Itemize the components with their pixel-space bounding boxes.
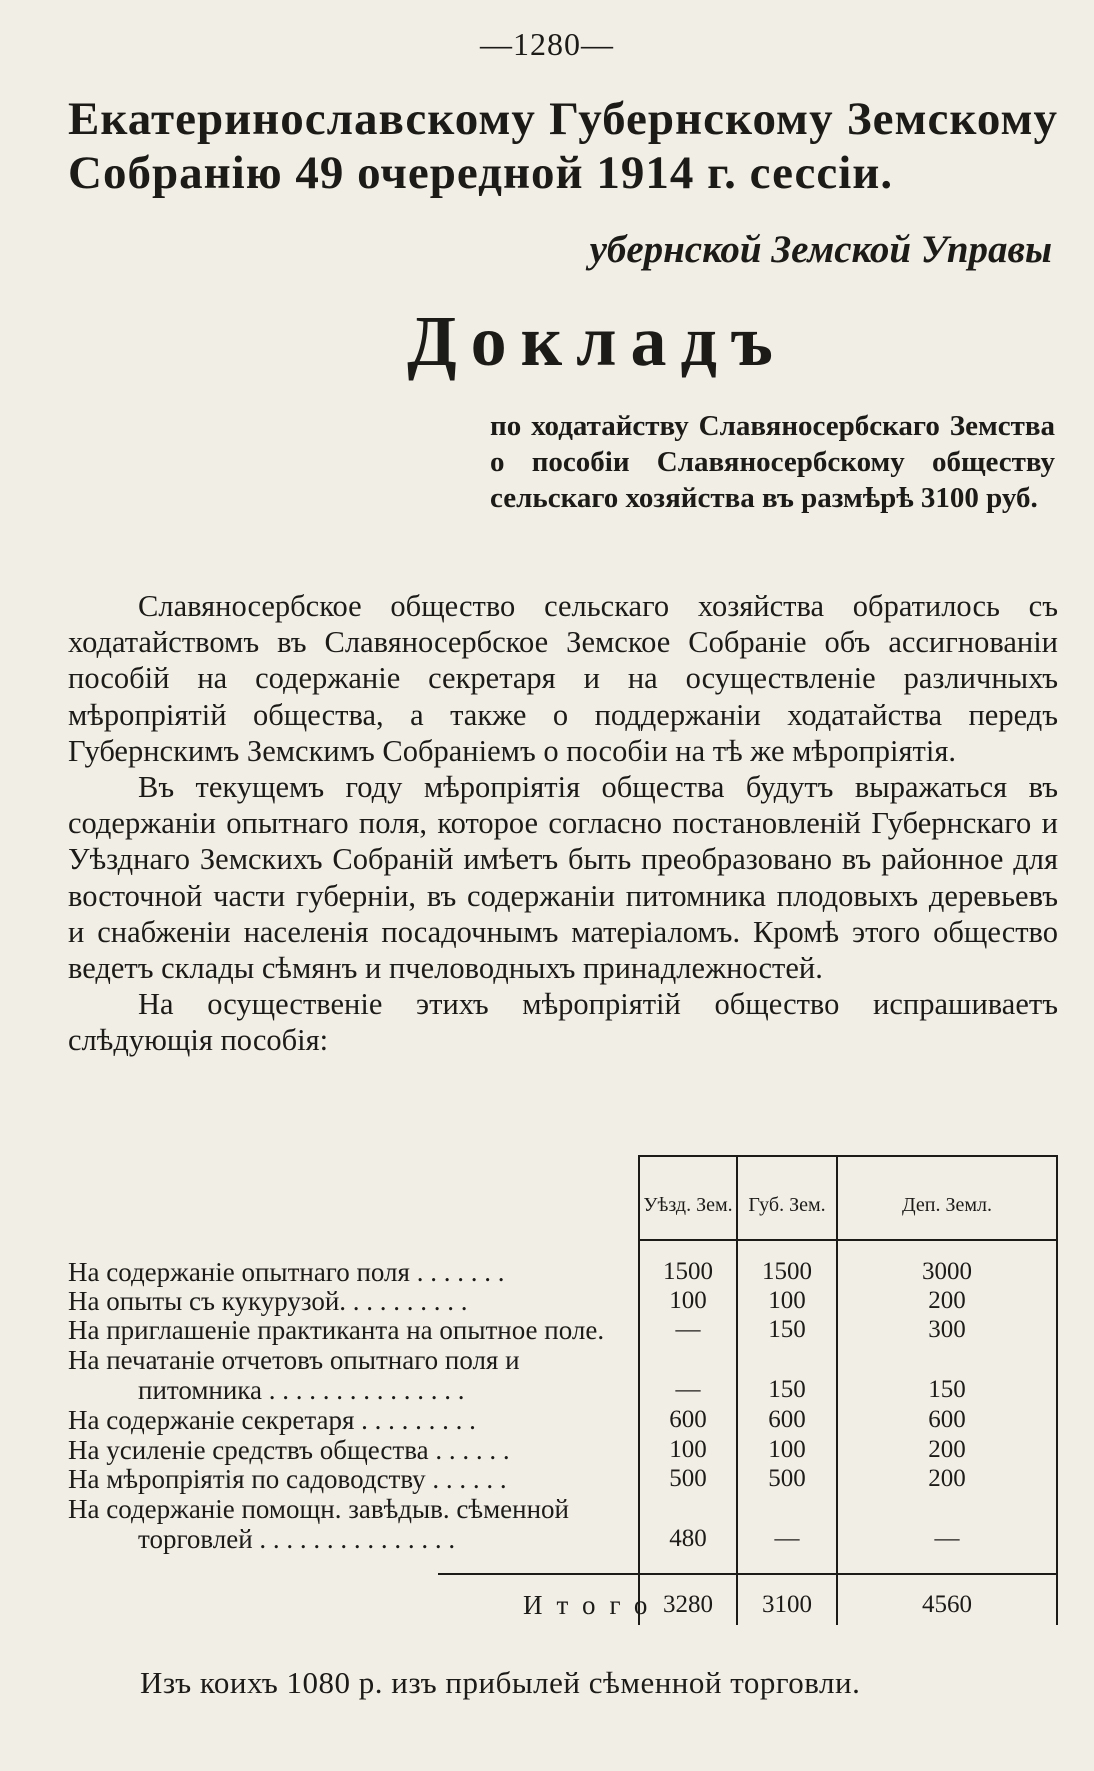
cell-gub: 100 [768,1287,806,1314]
table-row [68,1286,1058,1316]
row-label: На содержаніе секретаря . . . . . . . . . [68,1405,476,1435]
total-uezd: 3280 [663,1591,713,1618]
row-label: На усиленіе средствъ общества . . . . . . [68,1435,510,1465]
cell-dep: 3000 [922,1258,972,1285]
cell-uezd: 480 [669,1525,707,1552]
cell-uezd: 600 [669,1406,707,1433]
cell-uezd: 100 [669,1287,707,1314]
paragraph-1: Славяносербское общество сельскаго хозяйства обратилось съ ходатайствомъ въ Славяносербское Земское Собраніе объ ассигнованіи пособій на содержаніе секретаря и на осуществленіе различныхъ мѣропріятій общества, а также о поддержаніи ходатайства передъ Губернскимъ Земскимъ Собраніемъ о пособіи на тѣ же мѣропріятія. [68,589,1058,768]
row-label: На опыты съ кукурузой. . . . . . . . . . [68,1286,468,1316]
footnote: Изъ коихъ 1080 р. изъ прибылей сѣменной торговли. [140,1665,861,1700]
table-total-rule [438,1573,1058,1575]
row-label: На мѣропріятія по садоводству . . . . . . [68,1464,507,1494]
cell-dep: 150 [928,1376,966,1403]
cell-uezd: — [675,1376,701,1403]
cell-gub: 100 [768,1436,806,1463]
table-row [68,1435,1058,1465]
paragraph-3: На осущественіе этихъ мѣропріятій общество испрашиваетъ слѣдующія пособія: [68,987,1058,1058]
cell-dep: 600 [928,1406,966,1433]
column-header-dep: Деп. Земл. [902,1194,992,1216]
total-dep: 4560 [922,1591,972,1618]
sender-line: убернской Земской Управы [589,228,1052,271]
table-row [68,1315,1058,1345]
table-row [68,1257,1058,1287]
subsidy-table [68,1155,1058,1620]
document-title: Докладъ [407,301,787,381]
cell-gub: 500 [768,1465,806,1492]
table-row [68,1494,1058,1554]
row-label: На печатаніе отчетовъ опытнаго поля и [68,1345,520,1375]
column-header-uezd: Уѣзд. Зем. [643,1194,733,1216]
cell-uezd: 500 [669,1465,707,1492]
total-label: Итого [523,1590,662,1620]
column-header-gub: Губ. Зем. [748,1194,826,1216]
row-label-continuation: питомника . . . . . . . . . . . . . . . [138,1375,465,1405]
row-label: На содержаніе помощн. завѣдыв. сѣменной [68,1494,569,1524]
cell-dep: 200 [928,1436,966,1463]
cell-dep: 200 [928,1287,966,1314]
addressee-heading [68,92,1058,200]
table-row [68,1345,1058,1405]
table-total-row [68,1590,1058,1620]
table-header-rule [638,1239,1058,1241]
cell-gub: 150 [768,1316,806,1343]
table-top-rule [638,1155,1058,1157]
paragraph-2: Въ текущемъ году мѣропріятія общества будутъ выражаться въ содержаніи опытнаго поля, которое согласно постановленій Губернскаго и Уѣзднаго Земскихъ Собраній имѣетъ быть преобразовано въ районное для восточной части губерніи, въ содержаніи питомника плодовыхъ деревьевъ и снабженіи населенія посадочнымъ матеріаломъ. Кромѣ этого общество ведетъ склады сѣмянъ и пчеловодныхъ принадлежностей. [68,770,1058,986]
cell-dep: 300 [928,1316,966,1343]
cell-gub: 600 [768,1406,806,1433]
addressee-line-1: Екатеринославскому Губернскому Земскому [68,93,1058,145]
row-label: На содержаніе опытнаго поля . . . . . . . [68,1257,505,1287]
table-row [68,1405,1058,1435]
cell-gub: 1500 [762,1258,812,1285]
cell-uezd: 1500 [663,1258,713,1285]
body-text [68,588,1058,1059]
cell-gub: — [774,1525,800,1552]
row-label-continuation: торговлей . . . . . . . . . . . . . . . [138,1524,456,1554]
row-label: На приглашеніе практиканта на опытное поле. [68,1315,605,1345]
cell-dep: 200 [928,1465,966,1492]
cell-uezd: — [675,1316,701,1343]
total-gub: 3100 [762,1591,812,1618]
cell-gub: 150 [768,1376,806,1403]
cell-dep: — [934,1525,960,1552]
cell-uezd: 100 [669,1436,707,1463]
addressee-line-2: Собранію 49 очередной 1914 г. сессіи. [68,147,894,199]
table-row [68,1464,1058,1494]
document-subject: по ходатайству Славяносербскаго Земства о пособіи Славяносербскому обществу сельскаго хозяйства въ размѣрѣ 3100 руб. [490,410,1055,514]
page-number: —1280— [480,26,614,62]
